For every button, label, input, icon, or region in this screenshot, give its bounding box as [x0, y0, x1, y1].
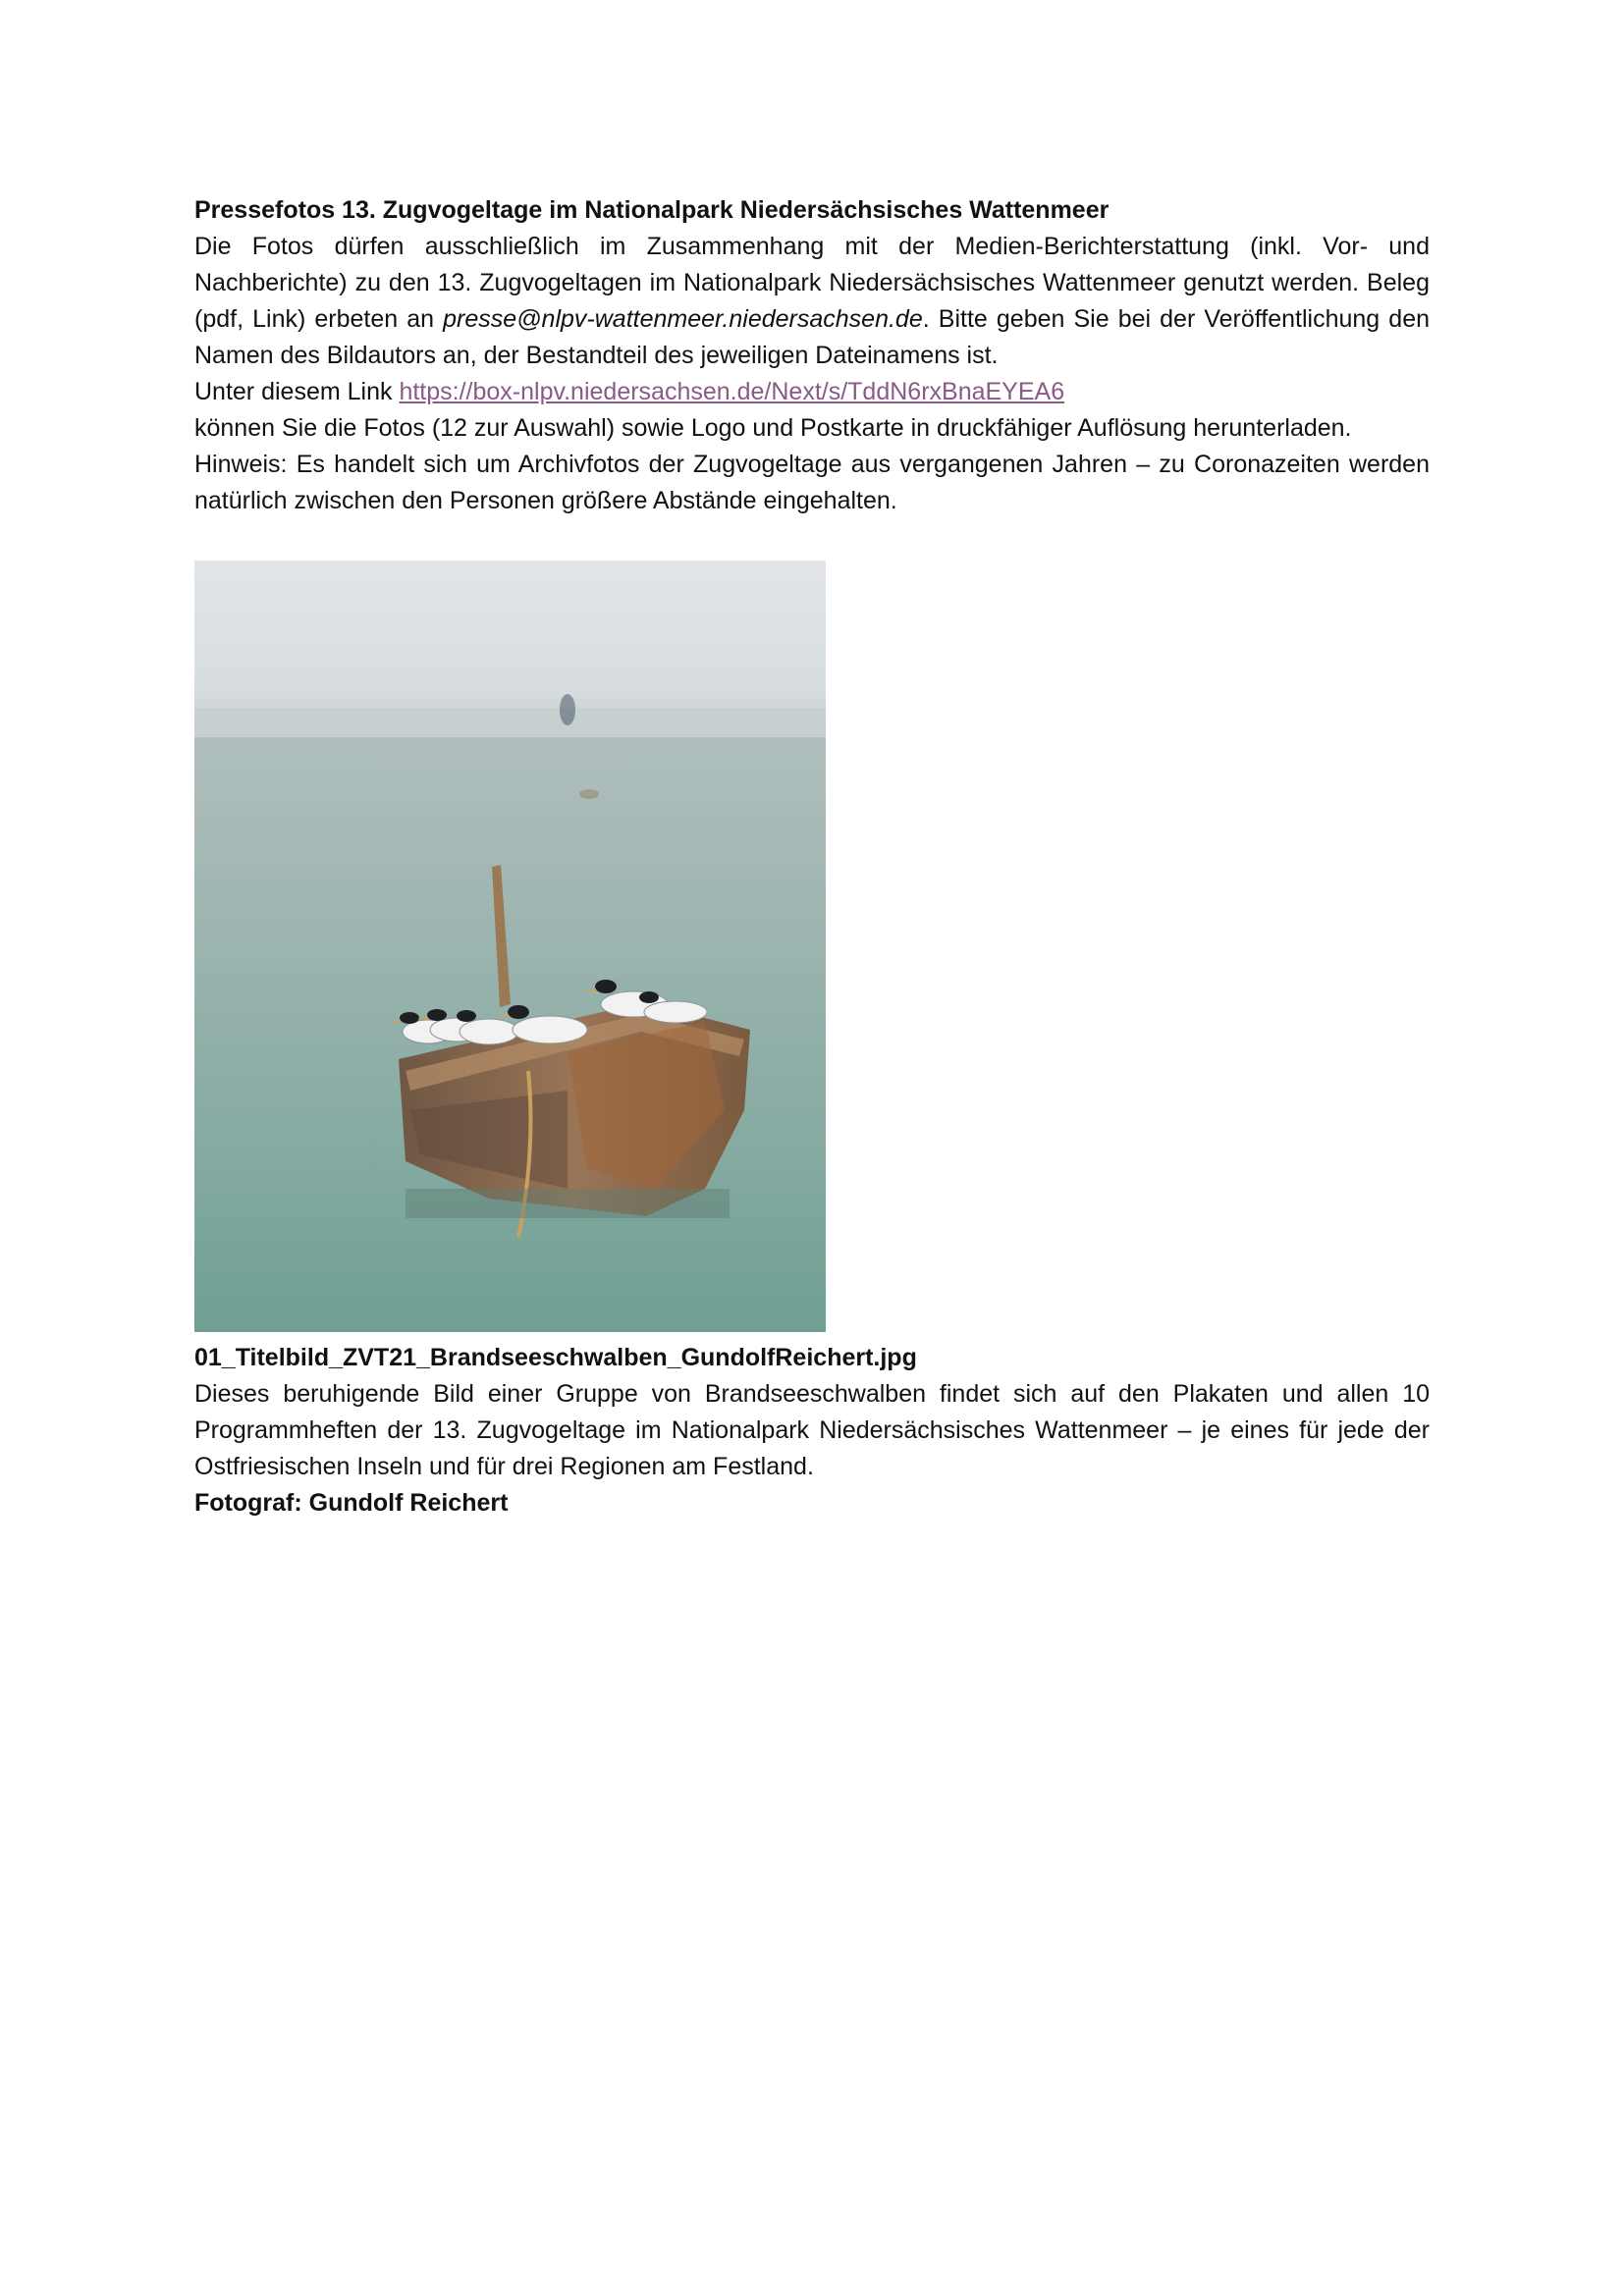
document-page [194, 192, 1430, 1522]
hint-paragraph: Hinweis: Es handelt sich um Archivfotos der Zugvogeltage aus vergangenen Jahren – zu Coronazeiten werden natürlich zwischen den Personen größere Abstände eingehalten. [194, 451, 1430, 514]
photo-filename: 01_Titelbild_ZVT21_Brandseeschwalben_GundolfReichert.jpg [194, 1344, 917, 1371]
photo-description: Dieses beruhigende Bild einer Gruppe von Brandseeschwalben findet sich auf den Plakaten und allen 10 Programmheften der 13. Zugvogeltage im Nationalpark Niedersächsisches Wattenmeer – je eines für jede der Ostfriesischen Inseln und für drei Regionen am Festland. [194, 1380, 1430, 1480]
press-photo [194, 561, 826, 1332]
press-email[interactable]: presse@nlpv-wattenmeer.niedersachsen.de [443, 305, 923, 333]
link-line [194, 374, 1430, 410]
intro-paragraph [194, 229, 1430, 374]
terns-on-boat-photo [194, 561, 826, 1332]
download-paragraph: können Sie die Fotos (12 zur Auswahl) sowie Logo und Postkarte in druckfähiger Auflösung herunterladen. [194, 414, 1352, 442]
link-prefix: Unter diesem Link [194, 378, 400, 405]
page-title: Pressefotos 13. Zugvogeltage im Nationalpark Niedersächsisches Wattenmeer [194, 196, 1110, 224]
intro-text-before-email: Die Fotos dürfen ausschließlich im Zusammenhang mit der Medien-Berichterstattung (inkl. Vor- und Nachberichte) zu den 13. Zugvogeltagen im Nationalpark Niedersächsisches Wattenmeer genutzt werden. Beleg (pdf, Link) erbeten an [194, 233, 1430, 333]
intro-text-after-email: . Bitte geben Sie bei der Veröffentlichung den Namen des Bildautors an, der Bestandteil des jeweiligen Dateinamens ist. [194, 305, 1430, 369]
download-link[interactable]: https://box-nlpv.niedersachsen.de/Next/s/TddN6rxBnaEYEA6 [399, 378, 1065, 405]
photo-credit: Fotograf: Gundolf Reichert [194, 1489, 509, 1517]
